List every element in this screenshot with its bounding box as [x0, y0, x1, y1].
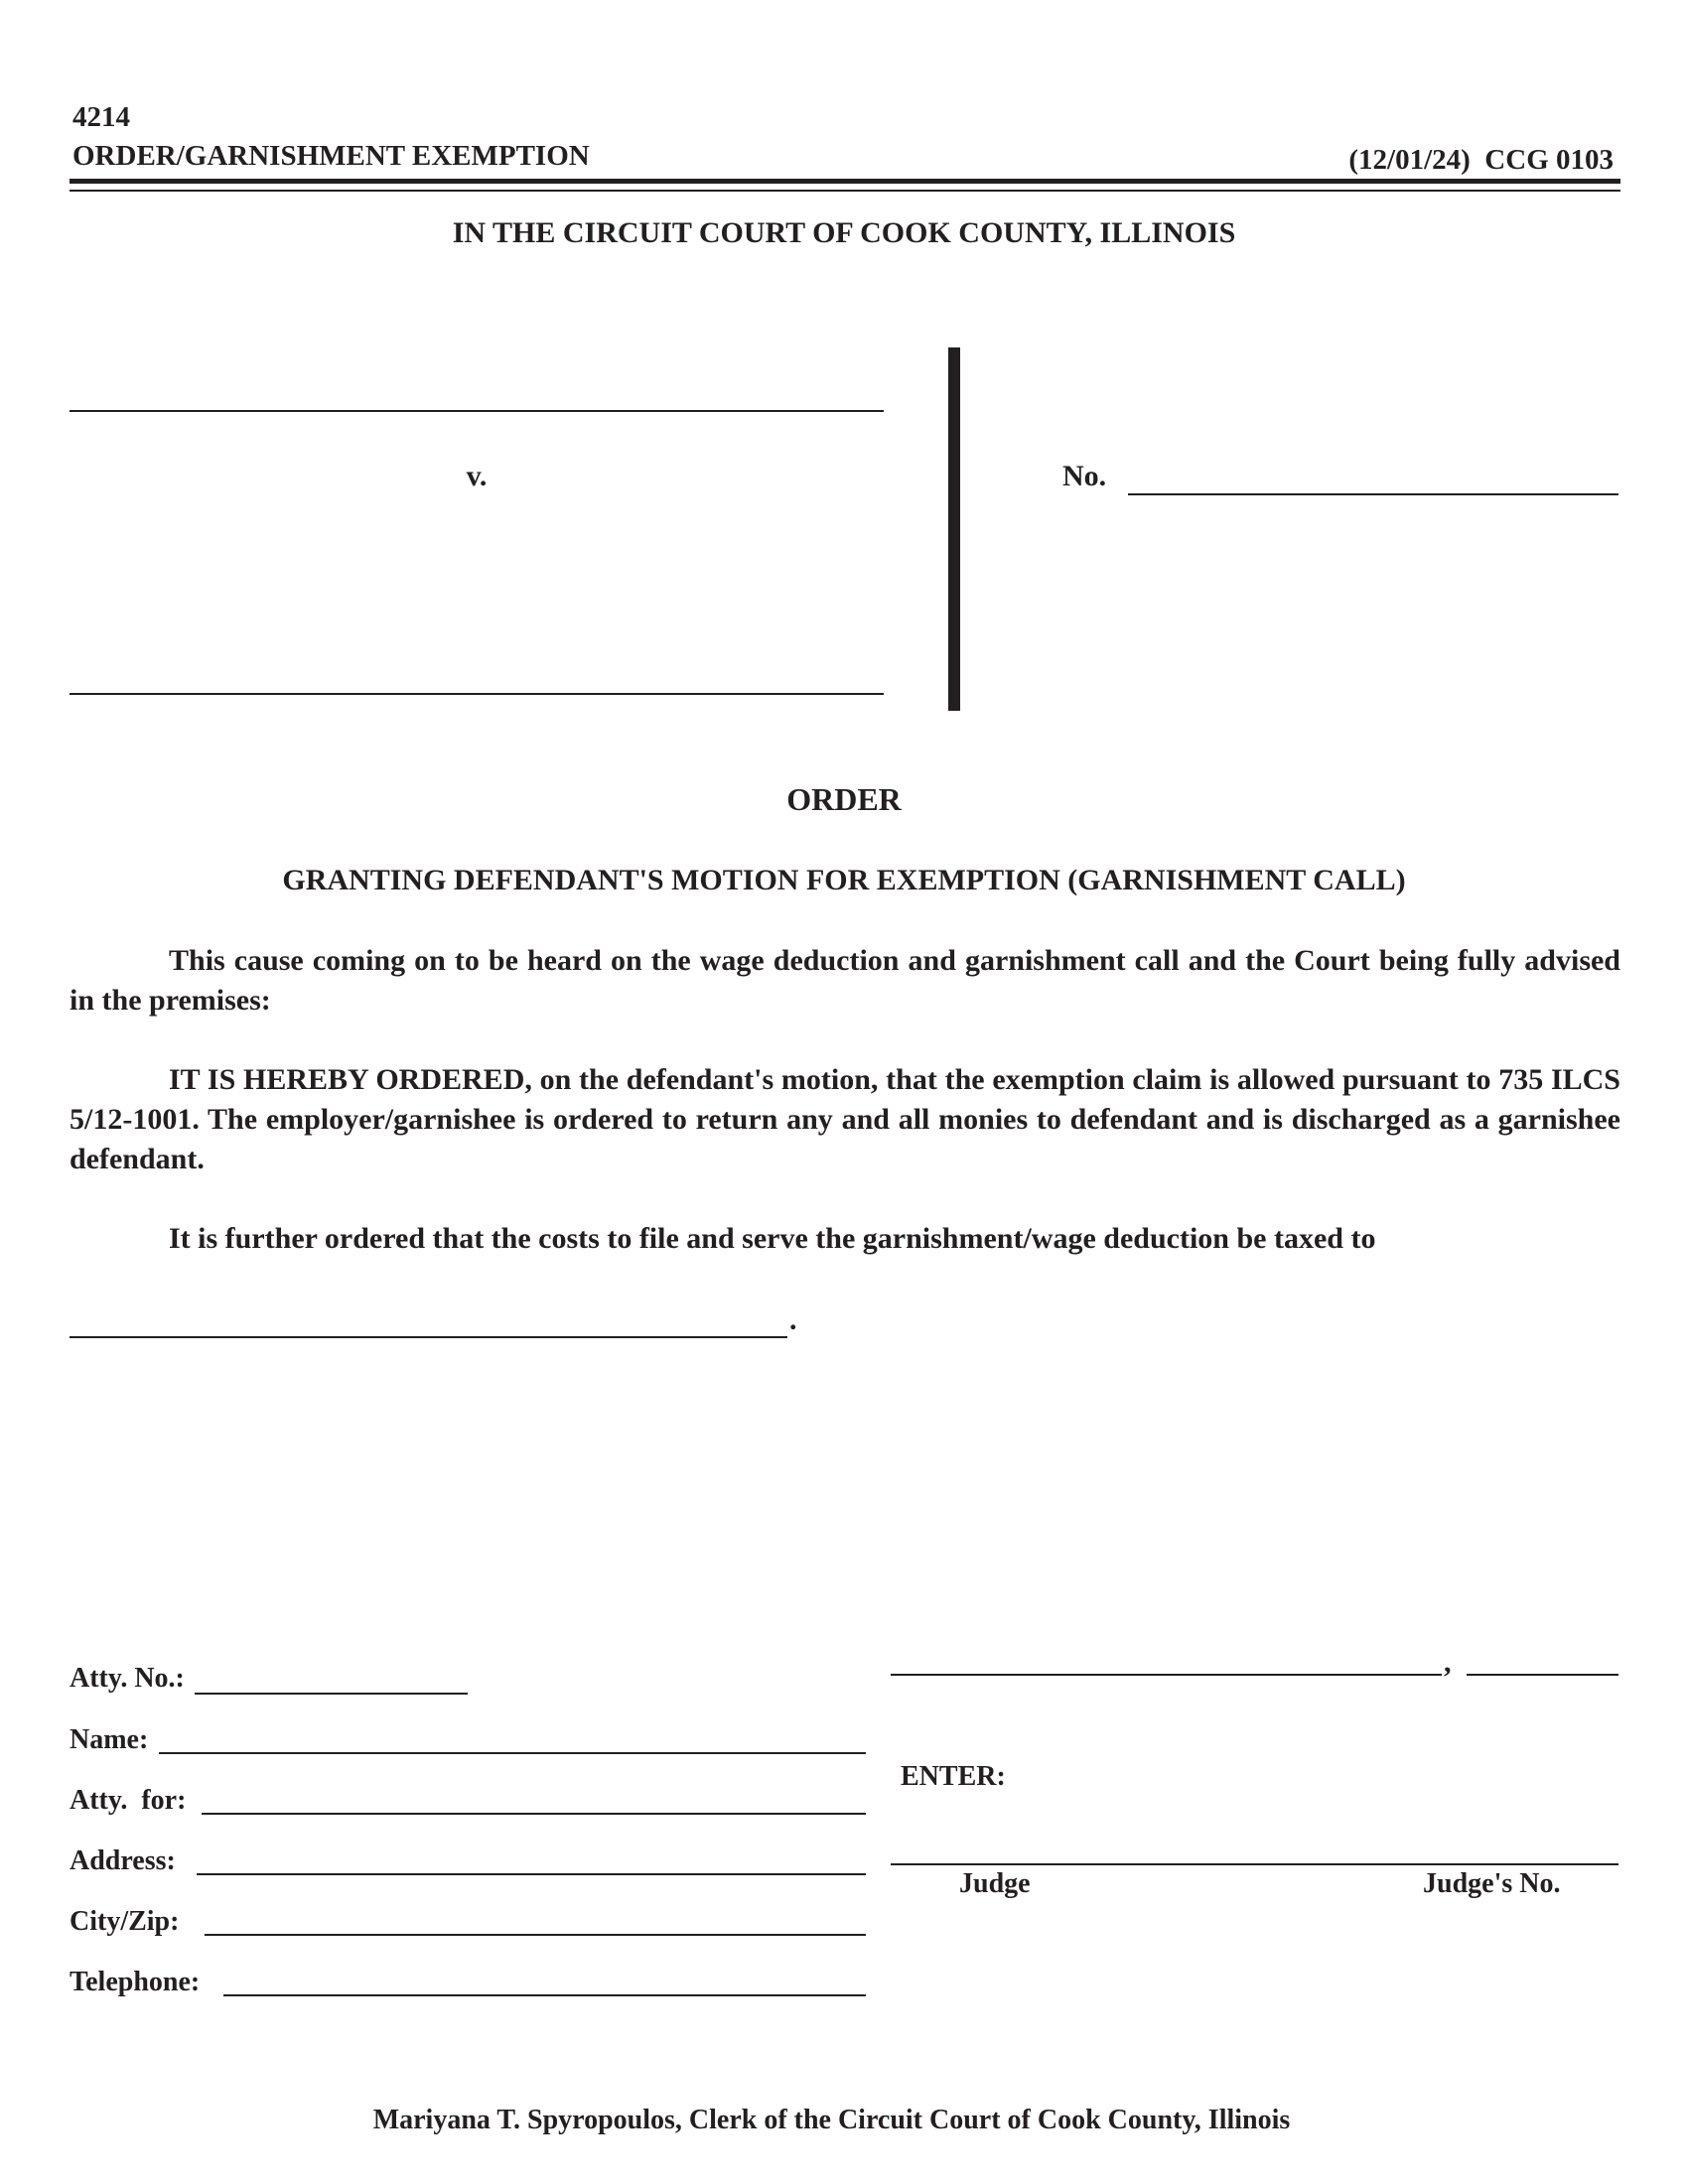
form-title: ORDER/GARNISHMENT EXEMPTION [72, 140, 590, 172]
atty-for-line[interactable] [202, 1813, 866, 1815]
judges-no-label: Judge's No. [1423, 1868, 1561, 1899]
order-paragraph-3 [70, 1219, 1620, 1259]
order-title: ORDER [786, 781, 902, 817]
address-line[interactable] [197, 1873, 866, 1875]
form-number: 4214 [72, 101, 130, 133]
paragraph-3-text: It is further ordered that the costs to file and serve the garnishment/wage deduction be taxed to [169, 1222, 1376, 1255]
paragraph-1-text: This cause coming on to be heard on the wage deduction and garnishment call and the Court being fully advised in the premises: [70, 944, 1620, 1017]
atty-no-label: Atty. No.: [70, 1663, 185, 1694]
court-name: IN THE CIRCUIT COURT OF COOK COUNTY, ILLINOIS [452, 216, 1236, 249]
paragraph-2-text: IT IS HEREBY ORDERED, on the defendant's motion, that the exemption claim is allowed pursuant to 735 ILCS 5/12-1001. The employer/garnishee is ordered to return any and all monies to defendant and is discharged as a garnishee defendant. [70, 1063, 1620, 1175]
taxed-to-line[interactable] [70, 1336, 787, 1338]
defendant-line[interactable] [70, 693, 884, 695]
name-line[interactable] [159, 1752, 866, 1754]
plaintiff-line[interactable] [70, 410, 884, 412]
city-zip-line[interactable] [205, 1934, 866, 1936]
date-line[interactable] [891, 1674, 1442, 1676]
city-zip-label: City/Zip: [70, 1906, 180, 1937]
case-no-line[interactable] [1128, 493, 1618, 495]
caption-divider [948, 347, 960, 711]
name-label: Name: [70, 1724, 149, 1755]
telephone-line[interactable] [223, 1994, 866, 1996]
case-no-label: No. [1062, 460, 1107, 492]
order-paragraph-2 [70, 1060, 1620, 1179]
header-rule-thin [70, 190, 1620, 192]
order-subtitle: GRANTING DEFENDANT'S MOTION FOR EXEMPTION (GARNISHMENT CALL) [282, 864, 1406, 896]
versus-label: v. [466, 460, 488, 492]
atty-for-label: Atty. for: [70, 1785, 187, 1816]
date-comma: , [1444, 1646, 1452, 1679]
form-code: (12/01/24) CCG 0103 [1348, 144, 1614, 176]
atty-no-line[interactable] [195, 1693, 468, 1695]
taxed-to-period: . [789, 1303, 797, 1336]
year-line[interactable] [1467, 1674, 1618, 1676]
clerk-footer: Mariyana T. Spyropoulos, Clerk of the Circuit Court of Cook County, Illinois [372, 2105, 1291, 2135]
address-label: Address: [70, 1845, 176, 1876]
telephone-label: Telephone: [70, 1967, 201, 1997]
header-rule-thick [70, 179, 1620, 184]
judge-signature-line[interactable] [891, 1863, 1618, 1865]
enter-label: ENTER: [901, 1761, 1006, 1792]
order-paragraph-1 [70, 941, 1620, 1021]
judge-label: Judge [959, 1868, 1031, 1899]
